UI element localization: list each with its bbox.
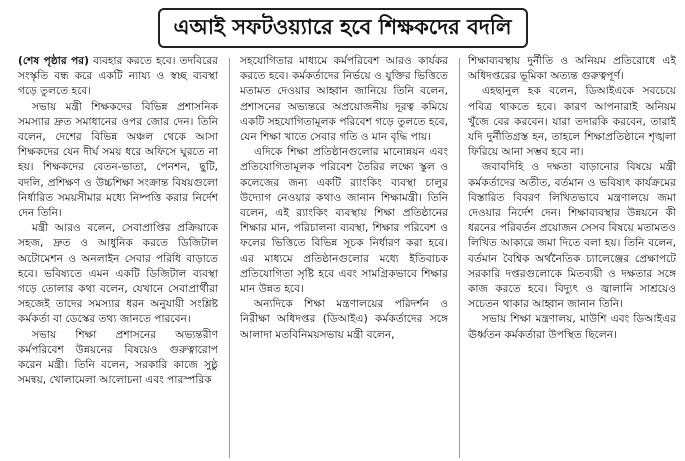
headline-box <box>0 6 685 50</box>
article-body <box>18 54 678 461</box>
continued-label: (শেষ পৃষ্ঠার পর) <box>18 55 89 67</box>
paragraph: সহযোগিতার মাধ্যমে কর্মপরিবেশ আরও কার্যকর করতে হবে। কর্মকর্তাদের নির্ভয়ে ও যুক্তির ভিত্তিতে মতামত দেওয়ার আহ্বান জানিয়ে তিনি বলেন, প্রশাসনের অভ্যন্তরে অপ্রয়োজনীয় দূরত্ব কমিয়ে একটি সহযোগিতামূলক পরিবেশ গড়ে তুলতে হবে, যেন শিক্ষা খাতে সেবার গতি ও মান বৃদ্ধি পায়। <box>240 55 448 144</box>
paragraph: শিক্ষাব্যবস্থায় দুর্নীতি ও অনিয়ম প্রতিরোধে এই অধিদপ্তরের ভূমিকা অত্যন্ত গুরুত্বপূর্ণ। <box>468 55 676 83</box>
column-1 <box>18 54 218 461</box>
paragraph: জবাবদিহি ও দক্ষতা বাড়ানোর বিষয়ে মন্ত্রী কর্মকর্তাদের অতীত, বর্তমান ও ভবিষ্যৎ কার্যক্রমের বিস্তারিত বিবরণ লিখিতভাবে মন্ত্রণালয়ে জমা দেওয়ার নির্দেশ দেন। শিক্ষাব্যবস্থার উন্নয়নে কী ধরনের পরিবর্তন প্রয়োজন সেসব বিষয়ে মতামতও লিখিত আকারে জমা দিতে বলা হয়। তিনি বলেন, বর্তমান বৈশ্বিক অর্থনৈতিক চ্যালেঞ্জের প্রেক্ষাপটে সরকারি দপ্তরগুলোকে মিতব্যয়ী ও দক্ষতার সঙ্গে কাজ করতে হবে। বিদ্যুৎ ও জ্বালানি সাশ্রয়েও সচেতন থাকার আহ্বান জানান তিনি। <box>468 161 676 311</box>
paragraph: মন্ত্রী আরও বলেন, সেবাপ্রাপ্তির প্রক্রিয়াকে সহজ, দ্রুত ও আধুনিক করতে ডিজিটাল অটোমেশন ও অনলাইন সেবার পরিধি বাড়াতে হবে। ভবিষ্যতে এমন একটি ডিজিটাল ব্যবস্থা গড়ে তোলার কথা বলেন, যেখানে সেবাপ্রার্থীরা সহজেই তাদের সমস্যার ধরন অনুযায়ী সংশ্লিষ্ট কর্মকর্তা বা ডেস্কের তথ্য জানতে পারবেন। <box>18 222 218 326</box>
paragraph: অন্যদিকে শিক্ষা মন্ত্রণালয়ের পরিদর্শন ও নিরীক্ষা অধিদপ্তর (ডিআইএ) কর্মকর্তাদের সঙ্গে আলাদা মতবিনিময়সভায় মন্ত্রী বলেন, <box>240 298 448 341</box>
paragraph <box>18 54 218 100</box>
paragraph: সভায় শিক্ষা প্রশাসনের অভ্যন্তরীণ কর্মপরিবেশ উন্নয়নের বিষয়েও গুরুত্বারোপ করেন মন্ত্রী। তিনি বলেন, সরকারি কাজে সুষ্ঠু সমন্বয়, খোলামেলা আলোচনা এবং পারস্পরিক <box>18 328 218 387</box>
column-3 <box>468 54 676 461</box>
paragraph: এদিকে শিক্ষা প্রতিষ্ঠানগুলোর মানোন্নয়ন এবং প্রতিযোগিতামূলক পরিবেশ তৈরির লক্ষ্যে স্কুল ও কলেজের জন্য একটি র‍্যাংকিং ব্যবস্থা চালুর উদ্যোগ নেওয়ার কথাও জানান শিক্ষামন্ত্রী। তিনি বলেন, এই র‍্যাংকিং ব্যবস্থায় শিক্ষা প্রতিষ্ঠানের শিক্ষার মান, পরিচালনা ব্যবস্থা, শিক্ষার পরিবেশ ও ফলের ভিত্তিতে বিভিন্ন সূচক নির্ধারণ করা হবে। এর মাধ্যমে প্রতিষ্ঠানগুলোর মধ্যে ইতিবাচক প্রতিযোগিতা সৃষ্টি হবে এবং সামগ্রিকভাবে শিক্ষার মান উন্নত হবে। <box>240 146 448 296</box>
paragraph: সভায় শিক্ষা মন্ত্রণালয়, মাউশি এবং ডিআইএর ঊর্ধ্বতন কর্মকর্তারা উপস্থিত ছিলেন। <box>468 313 676 341</box>
paragraph-text: ব্যবহার করতে হবে। তদবিরের সংস্কৃতি বন্ধ করে একটি ন্যায্য ও স্বচ্ছ ব্যবস্থা গড়ে তুলতে হবে। <box>18 55 218 98</box>
paragraph: এহছানুল হক বলেন, ডিআইএকে সবচেয়ে পবিত্র থাকতে হবে। কারণ আপনারাই অনিয়ম খুঁজে বের করবেন। যারা তদারকি করবেন, তারাই যদি দুর্নীতিগ্রস্ত হন, তাহলে শিক্ষাপ্রতিষ্ঠানে শৃঙ্খলা ফিরিয়ে আনা সম্ভব হবে না। <box>468 85 676 159</box>
headline: এআই সফটওয়্যারে হবে শিক্ষকদের বদলি <box>158 8 528 48</box>
column-2 <box>240 54 448 461</box>
column-divider <box>229 58 230 458</box>
column-divider <box>459 58 460 458</box>
paragraph: সভায় মন্ত্রী শিক্ষকদের বিভিন্ন প্রশাসনিক সমস্যার দ্রুত সমাধানের ওপর জোর দেন। তিনি বলেন, দেশের বিভিন্ন অঞ্চল থেকে আসা শিক্ষকদের যেন দীর্ঘ সময় ধরে অফিসে ঘুরতে না হয়। শিক্ষকদের বেতন-ভাতা, পেনশন, ছুটি, বদলি, প্রশিক্ষণ ও উচ্চশিক্ষা সংক্রান্ত বিষয়গুলো নির্ধারিত সময়সীমার মধ্যে নিষ্পত্তি করার নির্দেশ দেন তিনি। <box>18 100 218 220</box>
